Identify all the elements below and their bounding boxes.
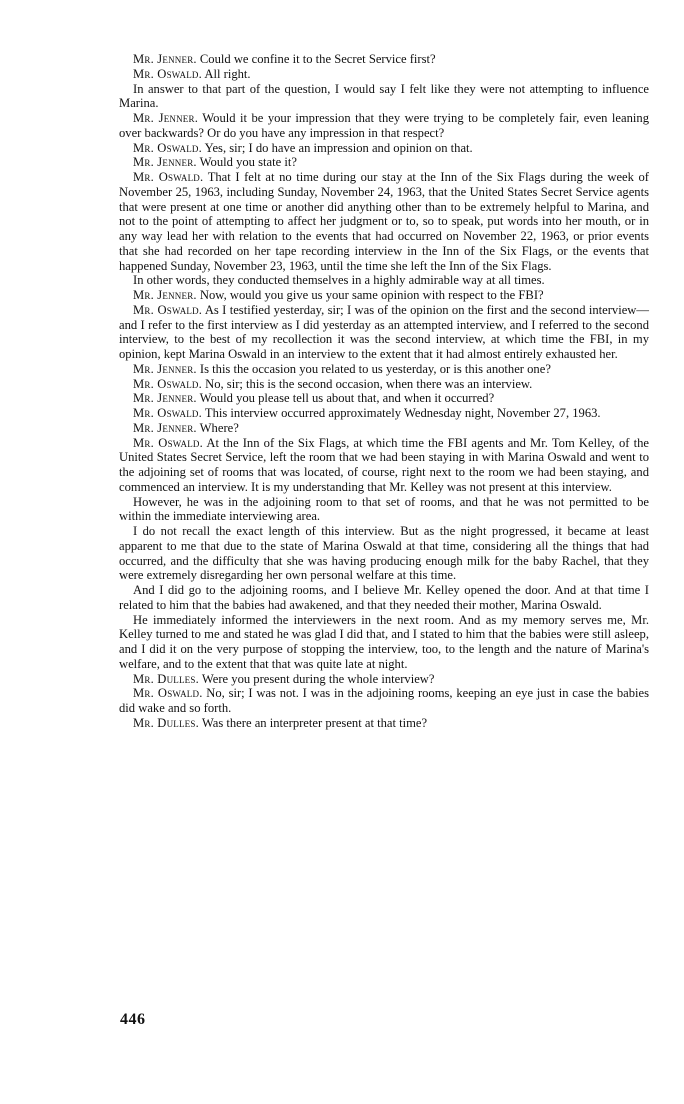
speaker-name: Mr. Jenner. [133,52,197,66]
speaker-name: Mr. Jenner. [133,391,197,406]
speaker-name: Mr. Jenner. [133,111,199,125]
speaker-name: Mr. Dulles. [133,715,199,730]
paragraph [119,82,649,112]
paragraph-text: Now, would you give us your same opinion with respect to the FBI? [196,288,544,302]
paragraph [119,495,649,525]
speaker-name: Mr. Oswald. [133,406,202,420]
speaker-name: Mr. Oswald. [133,170,204,184]
speaker-name: Mr. Oswald. [133,302,203,317]
testimony-text [119,52,649,731]
paragraph-text: No, sir; this is the second occasion, when there was an interview. [201,376,533,391]
speaker-name: Mr. Oswald. [133,376,202,391]
paragraph-text: No, sir; I was not. I was in the adjoining rooms, keeping an eye just in case the babies did wake and so forth. [119,686,649,715]
paragraph [119,716,649,731]
paragraph [119,524,649,583]
paragraph [119,391,649,406]
paragraph [119,421,649,436]
paragraph-text: However, he was in the adjoining room to that set of rooms, and that he was not permitted to be within the immediate interviewing area. [119,494,649,524]
paragraph [119,67,649,82]
paragraph-text: And I did go to the adjoining rooms, and I believe Mr. Kelley opened the door. And at that time I related to him that the babies had awakened, and that they needed their mother, Marina Oswald. [119,583,649,612]
paragraph-text: All right. [201,66,251,81]
speaker-name: Mr. Jenner. [133,420,197,435]
paragraph-text: Could we confine it to the Secret Service first? [196,52,436,66]
paragraph [119,288,649,303]
paragraph-text: Would you state it? [196,155,297,170]
paragraph-text: Was there an interpreter present at that time? [198,715,428,730]
paragraph-text: I do not recall the exact length of this interview. But as the night progressed, it became at least apparent to me that due to the state of Marina Oswald at that time, considering all the things that had occurred, and the difficulty that she was having producing enough milk for the baby Rachel, that they were extremely disregarding her own personal welfare at this time. [119,524,649,583]
paragraph-text: This interview occurred approximately Wednesday night, November 27, 1963. [201,406,601,420]
paragraph-text: That I felt at no time during our stay at the Inn of the Six Flags during the week of November 25, 1963, including Sunday, November 24, 1963, that the United States Secret Service agents that were present at one time or another did anything other than to be extremely helpful to Marina, and not to the point of attempting to affect her judgment or to, so to speak, put words into her mouth, or in any way lead her with relation to the events that had occurred on November 22, 1963, or prior events that she had recorded on her tape recording interview in the Inn of the Six Flags, or the events that happened Sunday, November 23, 1963, until the time she left the Inn of the Six Flags. [119,170,649,273]
page-number: 446 [120,1011,146,1028]
paragraph [119,436,649,495]
paragraph-text: He immediately informed the interviewers in the next room. And as my memory serves me, Mr. Kelley turned to me and stated he was glad I did that, and I stated to him that the babies were still asleep, and I did it on the very purpose of stopping the interview, too, to the length and the nature of Marina's welfare, and to the extent that that was quite late at night. [119,612,649,671]
paragraph-text: Would you please tell us about that, and when it occurred? [196,391,495,406]
speaker-name: Mr. Dulles. [133,671,199,686]
paragraph [119,273,649,288]
speaker-name: Mr. Jenner. [133,155,197,170]
speaker-name: Mr. Oswald. [133,435,203,450]
paragraph-text: At the Inn of the Six Flags, at which time the FBI agents and Mr. Tom Kelley, of the United States Secret Service, left the room that we had been staying in with Marina Oswald and went to the adjoining set of rooms that was located, of course, right next to the room we had been staying, and commenced an interview. It is my understanding that Mr. Kelley was not present at this interview. [119,435,649,494]
paragraph-text: In answer to that part of the question, I would say I felt like they were not attempting to influence Marina. [119,81,649,111]
speaker-name: Mr. Oswald. [133,66,202,81]
paragraph [119,155,649,170]
paragraph [119,170,649,273]
paragraph [119,52,649,67]
speaker-name: Mr. Jenner. [133,361,197,376]
paragraph-text: As I testified yesterday, sir; I was of the opinion on the first and the second interview—and I refer to the first interview as I did yesterday as an attempted interview, and I referred to the second interview, to the best of my recollection it was the second interview, at which time the FBI, in my opinion, kept Marina Oswald in an interview to the extent that it had almost entirely exhausted her. [119,302,649,361]
paragraph [119,686,649,716]
paragraph [119,111,649,141]
paragraph [119,672,649,687]
speaker-name: Mr. Oswald. [133,140,202,155]
paragraph-text: In other words, they conducted themselves in a highly admirable way at all times. [133,273,545,288]
paragraph [119,362,649,377]
paragraph-text: Would it be your impression that they were trying to be completely fair, even leaning over backwards? Or do you have any impression in that respect? [119,111,649,140]
paragraph [119,303,649,362]
paragraph [119,406,649,421]
speaker-name: Mr. Oswald. [133,686,203,701]
paragraph-text: Yes, sir; I do have an impression and opinion on that. [201,140,473,155]
paragraph [119,613,649,672]
speaker-name: Mr. Jenner. [133,288,197,302]
paragraph [119,377,649,392]
paragraph-text: Is this the occasion you related to us yesterday, or is this another one? [196,361,551,376]
paragraph [119,141,649,156]
paragraph [119,583,649,613]
paragraph-text: Were you present during the whole interview? [198,671,435,686]
paragraph-text: Where? [196,420,239,435]
